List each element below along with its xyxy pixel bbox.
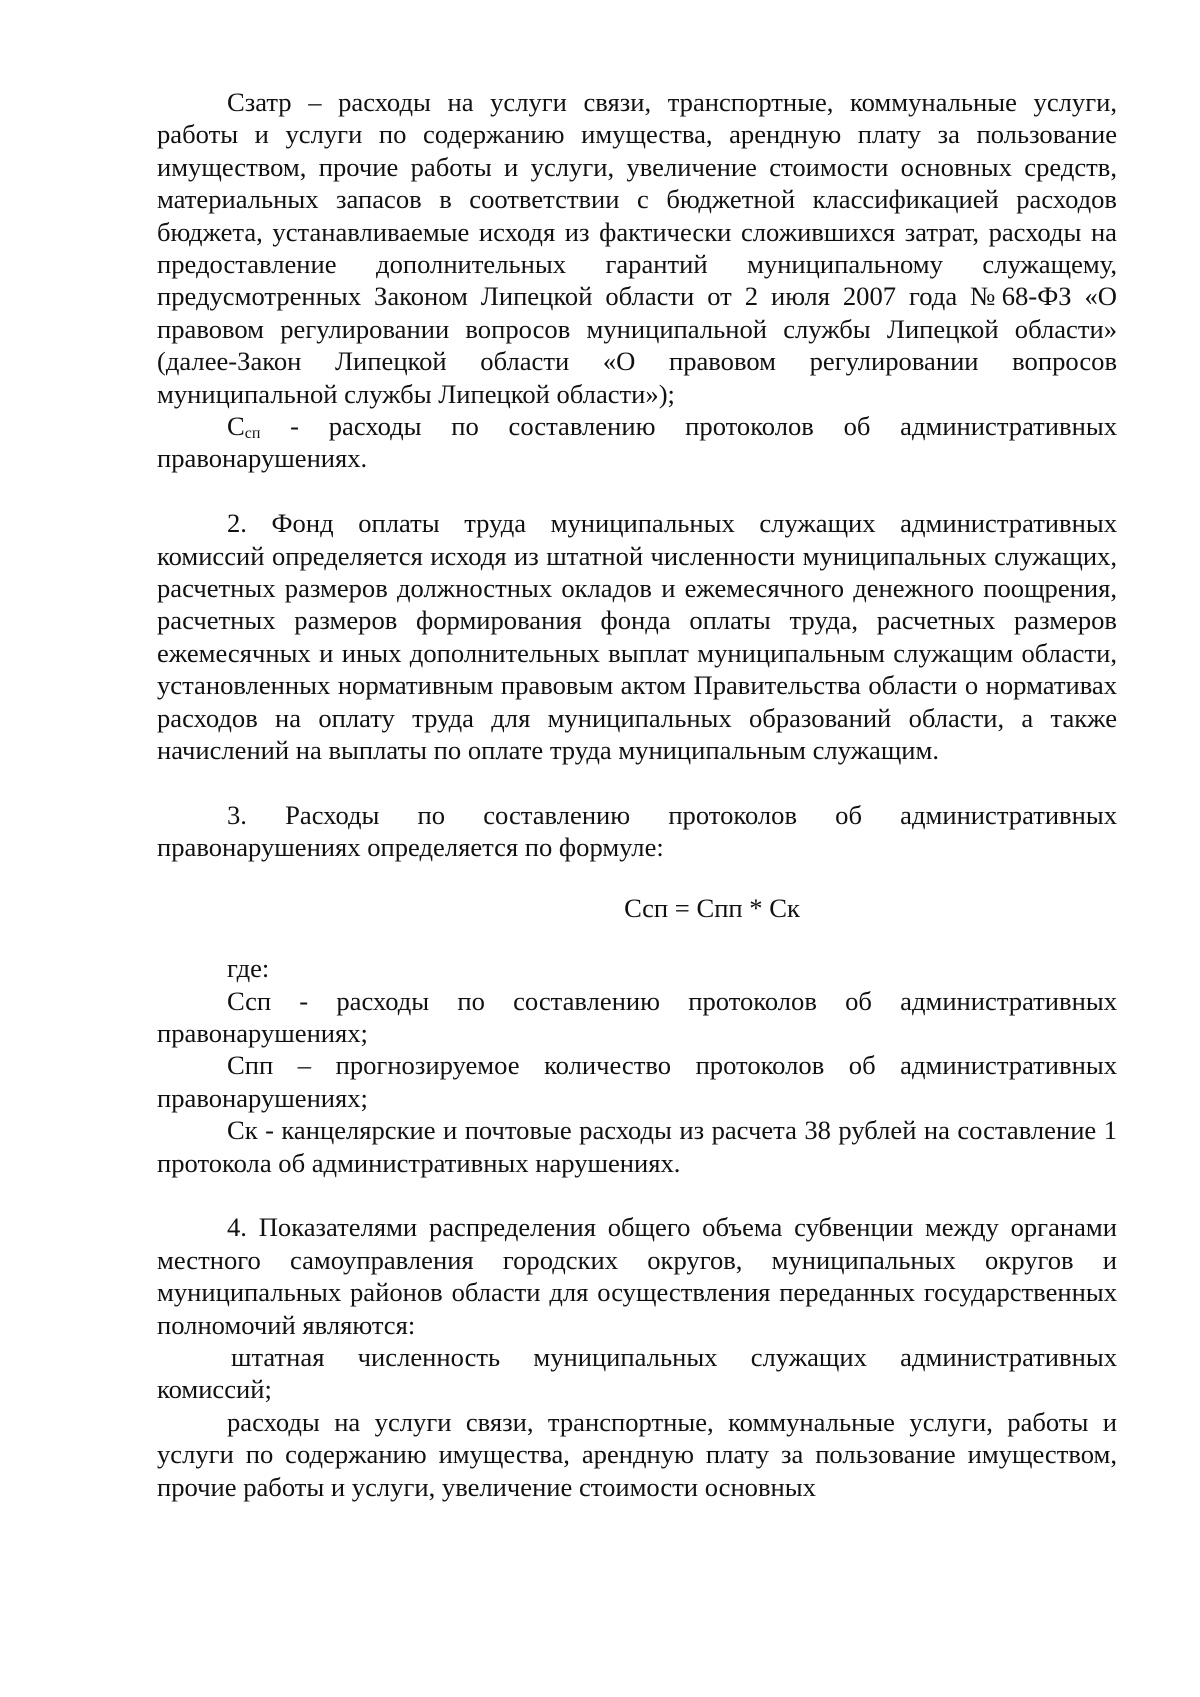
indicator-expenses: расходы на услуги связи, транспортные, коммунальные услуги, работы и услуги по содержанию имущества, арендную плату за пользование имуществом, прочие работы и услуги, увеличение стоимости основных — [157, 1406, 1117, 1502]
spacer — [157, 767, 1117, 799]
spacer — [157, 475, 1117, 507]
spacer — [157, 864, 1117, 892]
paragraph-3: 3. Расходы по составлению протоколов об административных правонарушениях определяется по формуле: — [157, 799, 1117, 863]
spacer — [157, 924, 1117, 952]
paragraph-4: 4. Показателями распределения общего объема субвенции между органами местного самоуправления городских округов, муниципальных округов и муниципальных районов области для осуществления переданных государственных полномочий являются: — [157, 1212, 1117, 1340]
definition-ssp: Ссп - расходы по составлению протоколов об административных правонарушениях; — [157, 985, 1117, 1048]
document-page — [157, 86, 1117, 1503]
definition-spp: Спп – прогнозируемое количество протоколов об административных правонарушениях; — [157, 1050, 1117, 1113]
ssp-definition-text: - расходы по составлению протоколов об административных правонарушениях. — [157, 411, 1117, 474]
paragraph-2: 2. Фонд оплаты труда муниципальных служащих административных комиссий определяется исходя из штатной численности муниципальных служащих, расчетных размеров должностных окладов и ежемесячного денежного поощрения, расчетных размеров формирования фонда оплаты труда, расчетных размеров ежемесячных и иных дополнительных выплат муниципальным служащим области, установленных нормативным правовым актом Правительства области о нормативах расходов на оплату труда для муниципальных образований области, а также начислений на выплаты по оплате труда муниципальным служащим. — [157, 508, 1117, 766]
ssp-subscript: сп — [244, 425, 261, 443]
indicator-staff-count: штатная численность муниципальных служащих административных комиссий; — [157, 1341, 1117, 1405]
ssp-symbol: С — [227, 411, 245, 442]
paragraph-ssp-definition — [157, 410, 1117, 475]
paragraph-szatr-definition: Сзатр – расходы на услуги связи, транспортные, коммунальные услуги, работы и услуги по содержанию имущества, арендную плату за пользование имуществом, прочие работы и услуги, увеличение стоимости основных средств, материальных запасов в соответствии с бюджетной классификацией расходов бюджета, устанавливаемые исходя из фактически сложившихся затрат, расходы на предоставление дополнительных гарантий муниципальному служащему, предусмотренных Законом Липецкой области от 2 июля 2007 года №68-ФЗ «О правовом регулировании вопросов муниципальной службы Липецкой области» (далее-Закон Липецкой области «О правовом регулировании вопросов муниципальной службы Липецкой области»); — [157, 87, 1117, 409]
where-label: где: — [227, 953, 270, 984]
spacer — [157, 1179, 1117, 1211]
formula: Ссп = Спп * Ск — [624, 892, 800, 923]
definition-sk: Ск - канцелярские и почтовые расходы из расчета 38 рублей на составление 1 протокола об административных нарушениях. — [157, 1115, 1117, 1178]
